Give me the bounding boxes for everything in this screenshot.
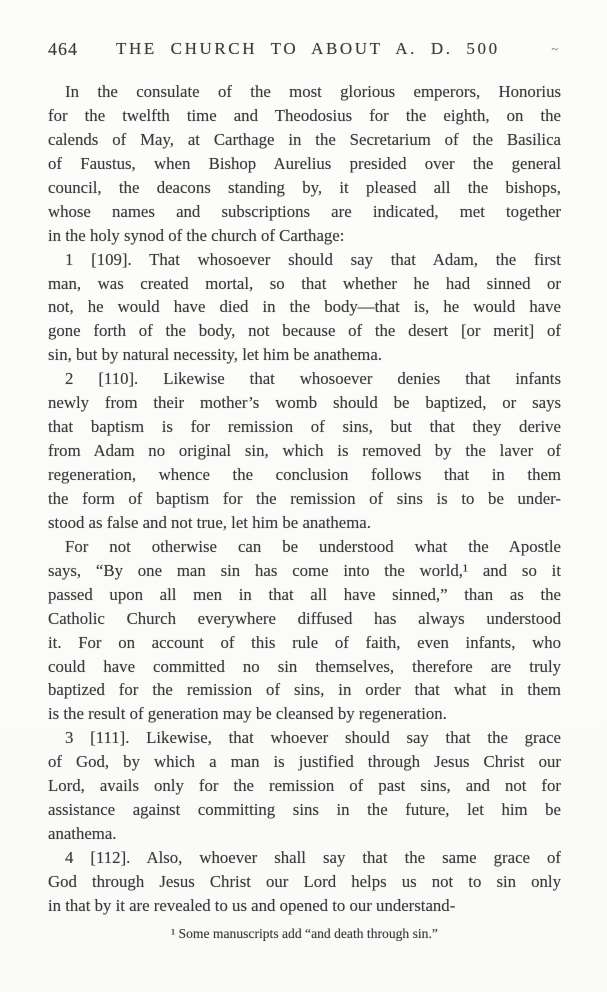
text-line: says, “By one man sin has come into the world,¹ and so it (48, 560, 561, 580)
text-line: in the holy synod of the church of Carthage: (48, 225, 345, 245)
text-line: passed upon all men in that all have sinned,” than as the (48, 584, 561, 604)
text-line: of God, by which a man is justified through Jesus Christ our (48, 752, 561, 772)
text-line: newly from their mother’s womb should be baptized, or says (48, 393, 561, 413)
text-line: stood as false and not true, let him be anathema. (48, 512, 371, 532)
text-line: 3 [111]. Likewise, that whoever should say that the grace (65, 728, 561, 748)
text-line: 4 [112]. Also, whoever shall say that the same grace of (65, 848, 561, 867)
text-line: calends of May, at Carthage in the Secretarium of the Basilica (48, 129, 561, 149)
paragraph (48, 80, 561, 248)
text-line: For not otherwise can be understood what the Apostle (65, 536, 561, 556)
text-line: baptized for the remission of sins, in order that what in them (48, 680, 561, 700)
text-line: not, he would have died in the body—that is, he would have (48, 297, 561, 317)
text-line: it. For on account of this rule of faith, even infants, who (48, 632, 561, 652)
text-line: whose names and subscriptions are indicated, met together (48, 201, 561, 221)
text-line: 2 [110]. Likewise that whosoever denies that infants (65, 369, 561, 389)
text-line: In the consulate of the most glorious emperors, Honorius (65, 82, 561, 101)
body-text (48, 80, 561, 918)
text-line: sin, but by natural necessity, let him be anathema. (48, 345, 382, 365)
paragraph (48, 248, 561, 368)
scan-artifact-mark: ~ (551, 42, 558, 56)
footnote: ¹ Some manuscripts add “and death through sin.” (171, 926, 438, 941)
text-line: regeneration, whence the conclusion follows that in them (48, 465, 561, 484)
text-line: in that by it are revealed to us and opened to our understand- (48, 895, 456, 915)
paragraph (48, 846, 561, 918)
text-line: gone forth of the body, not because of the desert [or merit] of (48, 321, 561, 341)
text-line: 1 [109]. That whosoever should say that Adam, the first (65, 249, 561, 269)
text-line: the form of baptism for the remission of sins is to be under- (48, 488, 561, 508)
text-line: council, the deacons standing by, it pleased all the bishops, (48, 177, 561, 197)
page-number: 464 (48, 39, 78, 59)
text-line: Catholic Church everywhere diffused has always understood (48, 608, 561, 628)
text-line: could have committed no sin themselves, therefore are truly (48, 656, 561, 676)
text-line: assistance against committing sins in the future, let him be (48, 800, 561, 820)
text-line: of Faustus, when Bishop Aurelius presided over the general (48, 153, 561, 173)
text-line: that baptism is for remission of sins, but that they derive (48, 417, 561, 437)
text-line: for the twelfth time and Theodosius for the eighth, on the (48, 105, 561, 125)
paragraph (48, 535, 561, 727)
text-line: Lord, avails only for the remission of past sins, and not for (48, 776, 561, 796)
text-line: man, was created mortal, so that whether he had sinned or (48, 273, 561, 293)
text-line: is the result of generation may be cleansed by regeneration. (48, 704, 447, 724)
running-header (48, 39, 560, 61)
text-line: anathema. (48, 824, 117, 844)
text-line: from Adam no original sin, which is removed by the laver of (48, 441, 561, 461)
paragraph (48, 726, 561, 846)
text-line: God through Jesus Christ our Lord helps us not to sin only (48, 871, 561, 891)
running-title: THE CHURCH TO ABOUT A. D. 500 (115, 39, 500, 58)
paragraph (48, 367, 561, 535)
